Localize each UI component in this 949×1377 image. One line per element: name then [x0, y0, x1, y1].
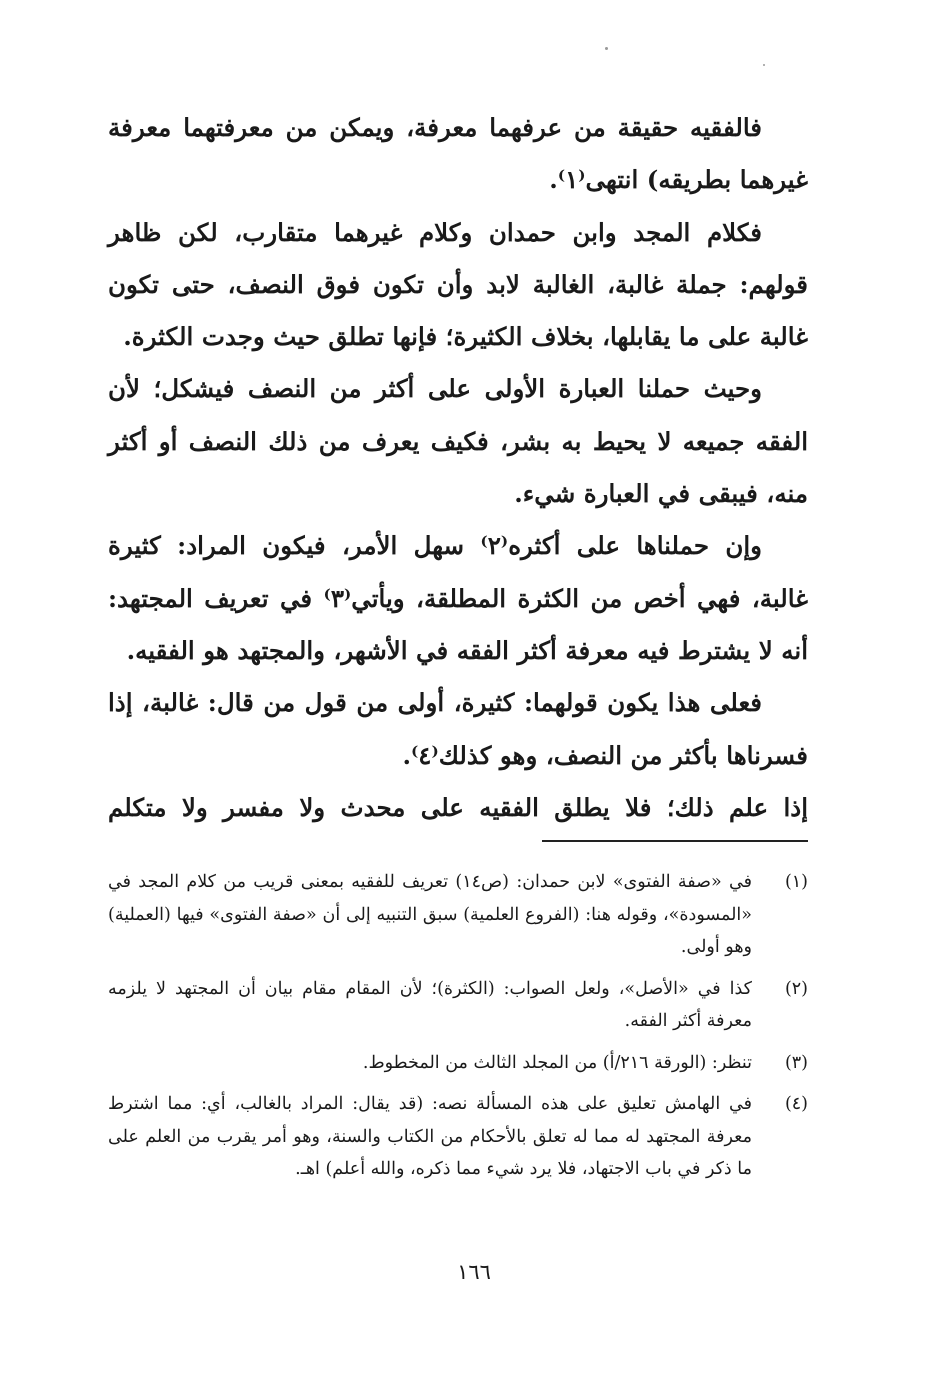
footnote	[108, 973, 808, 1038]
paragraph: إذا علم ذلك؛ فلا يطلق الفقيه على محدث ولا مفسر ولا متكلم	[108, 792, 808, 822]
scan-speck	[605, 47, 608, 50]
footnote-text: في «صفة الفتوى» لابن حمدان: (ص١٤) تعريف للفقيه بمعنى قريب من كلام المجد في «المسودة»، وقوله هنا: (الفروع العلمية) سبق التنبيه إلى أن «صفة الفتوى» فيها (العملية) وهو أولى.	[108, 872, 752, 957]
page-number: ١٦٦	[457, 1260, 491, 1284]
main-text	[108, 102, 808, 834]
footnote-number: (٤)	[784, 1094, 808, 1114]
footnote	[108, 866, 808, 964]
footnotes	[108, 866, 808, 1195]
footnote-number: (٢)	[784, 978, 808, 999]
paragraph: فالفقيه حقيقة من عرفهما معرفة، ويمكن من معرفتهما معرفة غيرهما بطريقه) انتهى⁽١⁾.	[108, 113, 808, 195]
footnote-text: في الهامش تعليق على هذه المسألة نصه: (قد يقال: المراد بالغالب، أي: مما اشترط معرفة المجتهد له مما له تعلق بالأحكام من الكتاب والسنة، وهو أمر يقرب من العلم على ما ذكر في باب الاجتهاد، فلا يرد شيء مما ذكره، والله أعلم) اهـ.	[108, 1094, 752, 1179]
footnote-text: كذا في «الأصل»، ولعل الصواب: (الكثرة)؛ لأن المقام مقام بيان أن المجتهد لا يلزمه معرفة أكثر الفقه.	[108, 978, 752, 1031]
footnote-number: (١)	[784, 872, 808, 892]
scan-speck	[763, 64, 765, 66]
footnote-number: (٣)	[784, 1052, 808, 1073]
footnote-text: تنظر: (الورقة ٢١٦/أ) من المجلد الثالث من المخطوط.	[362, 1052, 752, 1073]
footnote	[108, 1047, 808, 1080]
footnote-separator	[542, 840, 808, 842]
paragraph: فكلام المجد وابن حمدان وكلام غيرهما متقارب، لكن ظاهر قولهم: جملة غالبة، الغالبة لابد وأن تكون فوق النصف، حتى تكون غالبة على ما يقابلها، بخلاف الكثيرة؛ فإنها تطلق حيث وجدت الكثرة.	[108, 217, 808, 352]
paragraph: وإن حملناها على أكثره⁽٢⁾ سهل الأمر، فيكون المراد: كثيرة غالبة، فهي أخص من الكثرة المطلقة، ويأتي⁽٣⁾ في تعريف المجتهد: أنه لا يشترط فيه معرفة أكثر الفقه في الأشهر، والمجتهد هو الفقيه.	[108, 531, 808, 665]
footnote	[108, 1088, 808, 1186]
paragraph: وحيث حملنا العبارة الأولى على أكثر من النصف فيشكل؛ لأن الفقه جميعه لا يحيط به بشر، فكيف يعرف من ذلك النصف أو أكثر منه، فيبقى في العبارة شيء.	[108, 374, 808, 509]
paragraph: فعلى هذا يكون قولهما: كثيرة، أولى من قول من قال: غالبة، إذا فسرناها بأكثر من النصف، وهو كذلك⁽٤⁾.	[108, 688, 808, 770]
